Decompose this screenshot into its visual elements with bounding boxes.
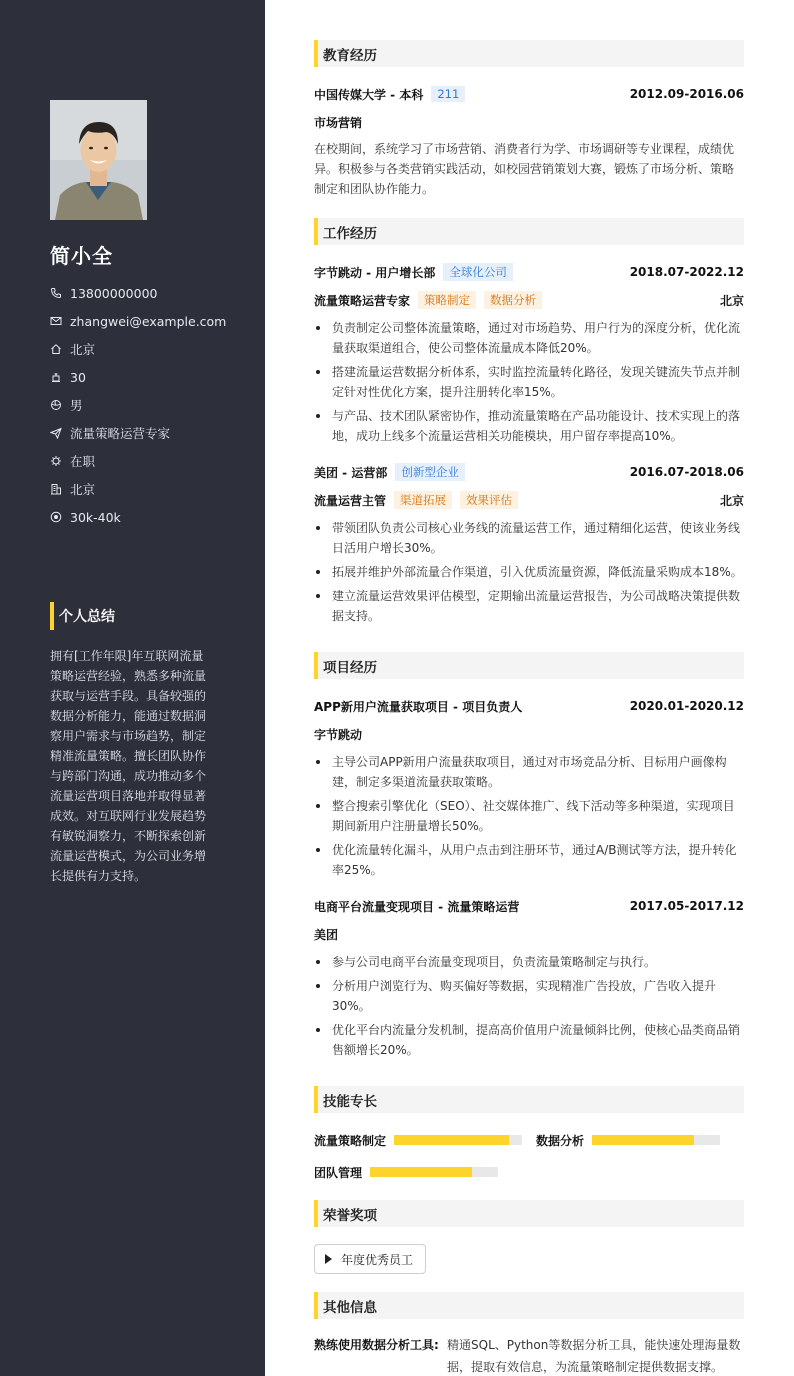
info-location-text: 北京: [70, 342, 96, 357]
other-value: 精通SQL、Python等数据分析工具，能快速处理海量数据，提取有效信息，为流量策略制定提供数据支撑。: [447, 1338, 741, 1374]
award-item[interactable]: [314, 1244, 426, 1274]
section-title: 教育经历: [323, 47, 377, 64]
bullet-item: 拓展并维护外部流量合作渠道，引入优质流量资源，降低流量采购成本18%。: [314, 562, 744, 582]
accent-bar: [314, 1086, 318, 1113]
section-title: 荣誉奖项: [323, 1207, 377, 1224]
skill-level-fill: [592, 1135, 694, 1145]
section-education: [314, 40, 744, 67]
info-gender: [50, 391, 226, 419]
major: 市场营销: [314, 115, 363, 130]
sidebar: [0, 0, 265, 1376]
project-name: APP新用户流量获取项目 - 项目负责人: [314, 699, 523, 714]
bullet-item: 分析用户浏览行为、购买偏好等数据，实现精准广告投放，广告收入提升30%。: [314, 976, 744, 1016]
info-status: [50, 447, 226, 475]
candidate-name: 简小全: [50, 244, 113, 268]
status-icon: [50, 455, 62, 467]
gender-icon: [50, 399, 62, 411]
profile-photo: [50, 100, 147, 220]
bullet-item: 主导公司APP新用户流量获取项目，通过对市场竞品分析、目标用户画像构建，制定多渠道流量获取策略。: [314, 752, 744, 792]
project-org: 美团: [314, 927, 339, 942]
summary-title: 个人总结: [59, 609, 115, 625]
project-name: 电商平台流量变现项目 - 流量策略运营: [314, 899, 520, 914]
contact-info-list: [50, 279, 226, 531]
section-title: 技能专长: [323, 1093, 377, 1110]
job-period: 2018.07-2022.12: [629, 265, 744, 279]
bullet-item: 参与公司电商平台流量变现项目，负责流量策略制定与执行。: [314, 952, 744, 972]
bullet-item: 与产品、技术团队紧密协作，推动流量策略在产品功能设计、技术实现上的落地，成功上线多个流量运营相关功能模块，用户留存率提高10%。: [314, 406, 744, 446]
job-role: 流量运营主管: [314, 493, 387, 508]
role-tag: 渠道拓展: [394, 491, 452, 509]
skill-name: 流量策略制定: [314, 1133, 387, 1148]
skill-item: [536, 1132, 720, 1148]
info-target-city: [50, 475, 226, 503]
company-name: 字节跳动 - 用户增长部: [314, 265, 436, 280]
education-header: [314, 84, 744, 104]
skill-item: [314, 1132, 522, 1148]
role-tag: 数据分析: [484, 291, 542, 309]
accent-bar: [314, 652, 318, 679]
section-work: [314, 218, 744, 245]
role-tag: 策略制定: [418, 291, 476, 309]
award-label: 年度优秀员工: [341, 1252, 414, 1267]
building-icon: [50, 483, 62, 495]
summary-heading: [50, 602, 115, 630]
job-role-row: [314, 490, 744, 510]
job-header: [314, 462, 744, 482]
other-key: 熟练使用数据分析工具:: [314, 1338, 439, 1352]
company-tag: 创新型企业: [395, 463, 465, 481]
skill-level-bar: [592, 1135, 720, 1145]
section-title: 工作经历: [323, 225, 377, 242]
send-icon: [50, 427, 62, 439]
project-org-row: [314, 924, 744, 944]
section-other: [314, 1292, 744, 1319]
bullet-item: 负责制定公司整体流量策略，通过对市场趋势、用户行为的深度分析，优化流量获取渠道组合，使公司整体流量成本降低20%。: [314, 318, 744, 358]
skill-name: 团队管理: [314, 1165, 363, 1180]
company-name: 美团 - 运营部: [314, 465, 388, 480]
section-awards: [314, 1200, 744, 1227]
job-city: 北京: [719, 493, 744, 508]
section-title: 项目经历: [323, 659, 377, 676]
info-salary: [50, 503, 226, 531]
section-projects: [314, 652, 744, 679]
accent-bar: [314, 40, 318, 67]
bullet-item: 带领团队负责公司核心业务线的流量运营工作，通过精细化运营，使该业务线日活用户增长30%。: [314, 518, 744, 558]
age-icon: [50, 371, 62, 383]
info-target-position-text: 流量策略运营专家: [70, 426, 171, 441]
job-city: 北京: [719, 293, 744, 308]
accent-bar: [314, 1200, 318, 1227]
school-tag: 211: [431, 86, 465, 102]
company-tag: 全球化公司: [443, 263, 513, 281]
other-item: [314, 1334, 744, 1376]
project-period: 2017.05-2017.12: [629, 899, 744, 913]
info-phone: [50, 279, 226, 307]
job-bullets: [314, 518, 744, 630]
project-period: 2020.01-2020.12: [629, 699, 744, 713]
skill-level-fill: [370, 1167, 472, 1177]
bullet-item: 优化流量转化漏斗，从用户点击到注册环节，通过A/B测试等方法，提升转化率25%。: [314, 840, 744, 880]
job-header: [314, 262, 744, 282]
accent-bar: [50, 602, 54, 630]
education-desc: 在校期间，系统学习了市场营销、消费者行为学、市场调研等专业课程，成绩优异。积极参与各类营销实践活动，如校园营销策划大赛，锻炼了市场分析、策略制定和团队协作能力。: [314, 142, 735, 196]
info-target-city-text: 北京: [70, 482, 96, 497]
summary-text: 拥有[工作年限]年互联网流量策略运营经验，熟悉多种流量获取与运营手段。具备较强的数据分析能力，能通过数据洞察用户需求与市场趋势，制定精准流量策略。擅长团队协作与跨部门沟通，成功推动多个流量运营项目落地并取得显著成效。对互联网行业发展趋势有敏锐洞察力，不断探索创新流量运营模式，为公司业务增长提供有力支持。: [50, 649, 207, 883]
skill-name: 数据分析: [536, 1133, 585, 1148]
home-icon: [50, 343, 62, 355]
info-phone-text: 13800000000: [70, 285, 158, 301]
education-major-row: [314, 112, 744, 132]
job-period: 2016.07-2018.06: [629, 465, 744, 479]
info-gender-text: 男: [70, 398, 83, 413]
info-email: [50, 307, 226, 335]
section-title: 其他信息: [323, 1299, 377, 1316]
accent-bar: [314, 1292, 318, 1319]
project-bullets: [314, 952, 744, 1064]
role-tag: 效果评估: [460, 491, 518, 509]
play-icon: [325, 1254, 332, 1264]
job-bullets: [314, 318, 744, 450]
education-period: 2012.09-2016.06: [629, 87, 744, 101]
section-skills: [314, 1086, 744, 1113]
project-header: [314, 896, 744, 916]
skill-level-bar: [370, 1167, 498, 1177]
school-name: 中国传媒大学 - 本科: [314, 87, 424, 102]
info-email-text: zhangwei@example.com: [70, 313, 227, 329]
skill-level-fill: [394, 1135, 509, 1145]
project-bullets: [314, 752, 744, 884]
bullet-item: 建立流量运营效果评估模型，定期输出流量运营报告，为公司战略决策提供数据支持。: [314, 586, 744, 626]
bullet-item: 整合搜索引擎优化（SEO）、社交媒体推广、线下活动等多种渠道，实现项目期间新用户注册量增长50%。: [314, 796, 744, 836]
job-role-row: [314, 290, 744, 310]
project-org-row: [314, 724, 744, 744]
accent-bar: [314, 218, 318, 245]
project-header: [314, 696, 744, 716]
skill-item: [314, 1164, 498, 1180]
bullet-item: 优化平台内流量分发机制，提高高价值用户流量倾斜比例，使核心品类商品销售额增长20%。: [314, 1020, 744, 1060]
info-location: [50, 335, 226, 363]
mail-icon: [50, 315, 62, 327]
project-org: 字节跳动: [314, 727, 363, 742]
job-role: 流量策略运营专家: [314, 293, 411, 308]
salary-icon: [50, 511, 62, 523]
info-age-text: 30: [70, 369, 86, 385]
info-salary-text: 30k-40k: [70, 509, 121, 525]
bullet-item: 搭建流量运营数据分析体系，实时监控流量转化路径，发现关键流失节点并制定针对性优化方案，提升注册转化率15%。: [314, 362, 744, 402]
skill-level-bar: [394, 1135, 522, 1145]
info-status-text: 在职: [70, 454, 96, 469]
phone-icon: [50, 287, 62, 299]
info-age: [50, 363, 226, 391]
info-target-position: [50, 419, 226, 447]
